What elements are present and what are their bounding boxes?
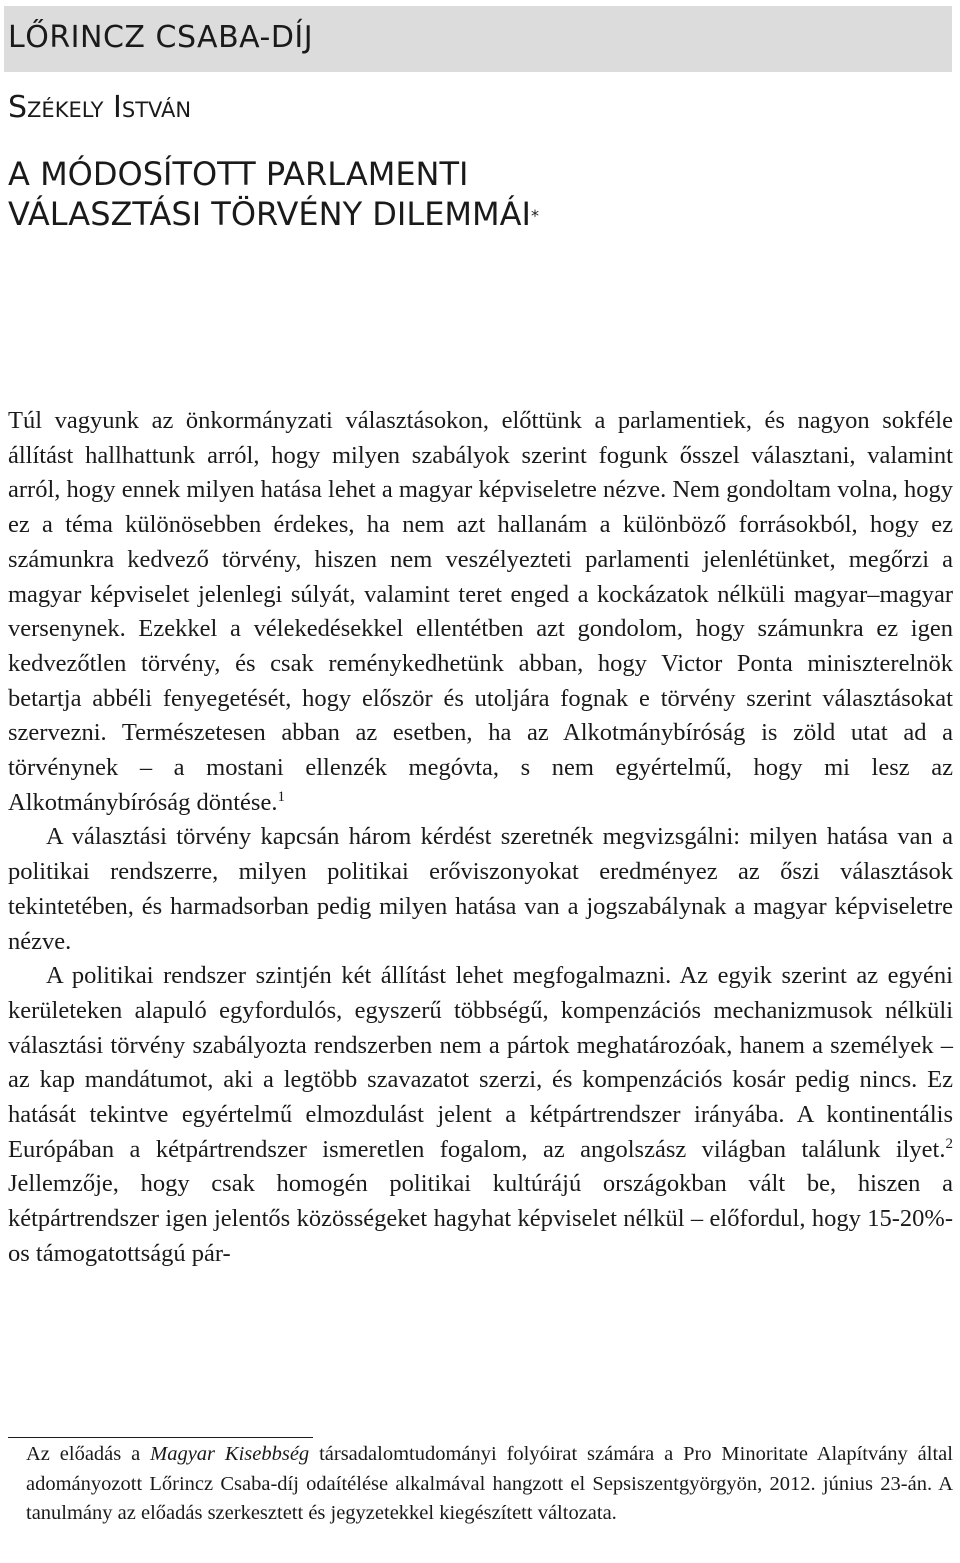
footnote-ref-2[interactable]: 2: [945, 1135, 953, 1152]
paragraph-1-text: Túl vagyunk az önkormányzati választásokon, előttünk a parlamentiek, és nagyon sokféle állítást hallhattunk arról, hogy milyen szabályok szerint fogunk ősszel választani, valamint arról, hogy ennek milyen hatása lehet a magyar képviseletre nézve. Nem gondoltam volna, hogy ez a téma különösebben érdekes, ha nem azt hallanám a különböző forrásokból, hogy ez számunkra kedvező törvény, hiszen nem veszélyezteti parlamenti jelenlétünket, megőrzi a magyar képviselet jelenlegi súlyát, valamint teret enged a kockázatok nélküli magyar–magyar versenynek. Ezekkel a vélekedésekkel ellentétben azt gondolom, hogy számunkra ez igen kedvezőtlen törvény, és csak reménykedhetünk abban, hogy Victor Ponta miniszterelnök betartja abbéli fenyegetését, hogy először és utoljára fognak e törvény szerint választásokat szervezni. Természetesen abban az esetben, ha az Alkotmánybíróság is zöld utat ad a törvénynek – a mostani ellenzék megóvta, s nem egyértelmű, hogy mi lesz az Alkotmánybíróság döntése.: [8, 407, 953, 816]
article-author: Székely István: [8, 90, 192, 125]
title-footnote-mark[interactable]: *: [530, 206, 539, 225]
paragraph-3-text-a: A politikai rendszer szintjén két állítást lehet megfogalmazni. Az egyik szerint az egyéni kerületeken alapuló egyfordulós, egyszerű többségű, kompenzációs mechanizmusok nélküli választási törvény szabályozta rendszerben nem a pártok meghatározóak, hanem a személyek – az kap mandátumot, aki a legtöbb szavazatot szerzi, és kompenzációs kosár pedig nincs. Ez hatását tekintve egyértelmű elmozdulást jelent a kétpártrendszer irányába. A kontinentális Európában a kétpártrendszer ismeretlen fogalom, az angolszász világban találunk ilyet.: [8, 962, 953, 1163]
footnote-text-a: Az előadás a: [26, 1443, 151, 1465]
footnote-ref-1[interactable]: 1: [277, 788, 285, 805]
section-title: LŐRINCZ CSABA-DÍJ: [8, 20, 314, 55]
footnote-body: [8, 1440, 953, 1529]
article-title-line-1: A MÓDOSÍTOTT PARLAMENTI: [8, 155, 469, 193]
footnote-journal-name: Magyar Kisebbség: [150, 1443, 310, 1465]
paragraph-3-text-b: Jellemzője, hogy csak homogén politikai kultúrájú országokban vált be, hiszen a kétpártrendszer igen jelentős közösségeket hagyhat képviselet nélkül – előfordul, hogy 15-20%-os támogatottságú pár-: [8, 1170, 953, 1267]
paragraph-3: [8, 959, 953, 1271]
article-title-line-2: [8, 194, 539, 234]
article-title: [8, 154, 539, 234]
article-title-line-2-text: VÁLASZTÁSI TÖRVÉNY DILEMMÁI: [8, 195, 531, 233]
footnote-divider: [8, 1437, 313, 1438]
paragraph-1: [8, 404, 953, 820]
paragraph-2: A választási törvény kapcsán három kérdést szeretnék megvizsgálni: milyen hatása van a politikai rendszerre, milyen politikai erőviszonyokat eredményez az őszi választások tekintetében, és harmadsorban pedig milyen hatása van a jogszabálynak a magyar képviseletre nézve.: [8, 823, 953, 955]
footnote: [8, 1440, 953, 1529]
footnote-marker: [8, 1440, 26, 1470]
article-body: [8, 404, 953, 1272]
footnote-text-b: társadalomtudományi folyóirat számára a Pro Minoritate Alapítvány által adományozott Lőrincz Csaba-díj odaítélése alkalmával hangzott el Sepsiszentgyörgyön, 2012. június 23-án. A tanulmány az előadás szerkesztett és jegyzetekkel kiegészített változata.: [26, 1443, 953, 1524]
